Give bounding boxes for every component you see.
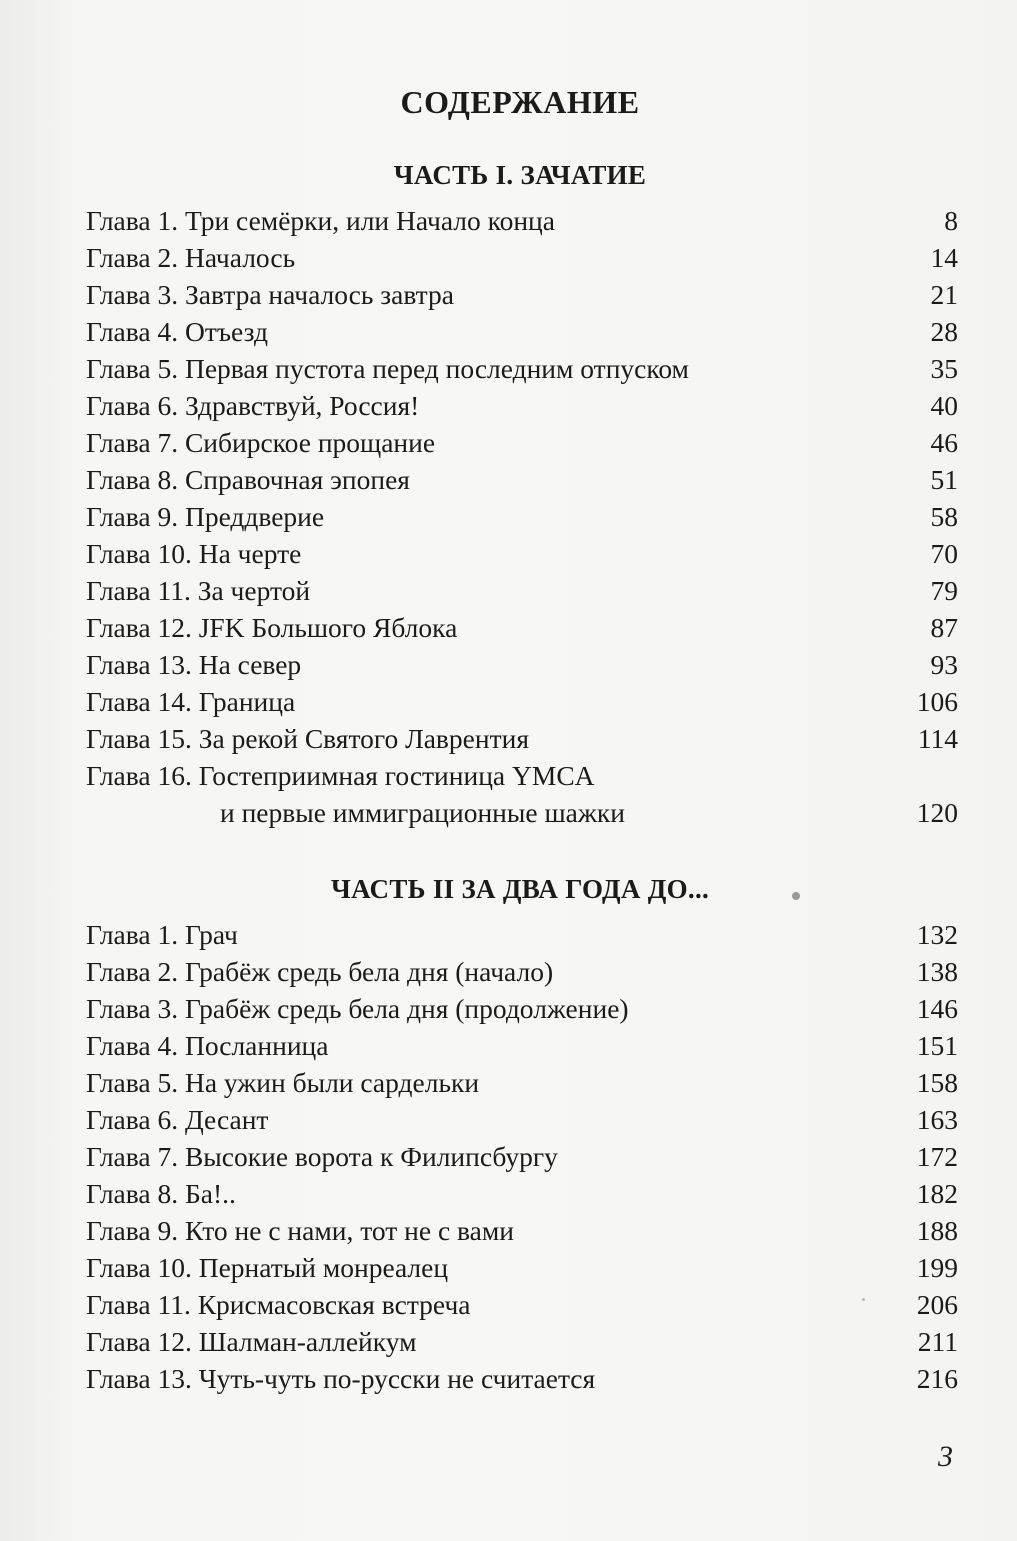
toc-entry [86,1360,958,1397]
chapter-title: Глава 4. Отъезд [86,316,268,347]
chapter-page: 146 [916,993,958,1024]
part-1-chapter-list [86,202,958,831]
toc-entry [86,757,958,831]
toc-entry [86,202,958,239]
chapter-title: Глава 14. Граница [86,686,296,717]
part-2-title: ЧАСТЬ II ЗА ДВА ГОДА ДО... [330,874,710,904]
chapter-page: 70 [930,538,958,569]
chapter-title: Глава 7. Высокие ворота к Филипсбургу [86,1141,558,1172]
chapter-page: 114 [917,723,958,754]
chapter-page: 163 [916,1104,958,1135]
toc-entry [86,1101,958,1138]
toc-entry [86,953,958,990]
chapter-title: Глава 4. Посланница [86,1030,329,1061]
chapter-page: 199 [916,1252,958,1283]
toc-entry [86,1175,958,1212]
toc-entry [86,276,958,313]
chapter-page: 172 [916,1141,958,1172]
toc-entry [86,1027,958,1064]
toc-entry [86,313,958,350]
chapter-title: Глава 8. Ба!.. [86,1178,236,1209]
chapter-page: 28 [930,316,958,347]
chapter-page: 87 [930,612,958,643]
chapter-page: 93 [930,649,958,680]
toc-entry [86,387,958,424]
chapter-title: Глава 15. За рекой Святого Лаврентия [86,723,529,754]
chapter-title: Глава 9. Кто не с нами, тот не с вами [86,1215,514,1246]
chapter-title: Глава 10. На черте [86,538,302,569]
toc-entry [86,350,958,387]
page-number: 3 [938,1440,953,1473]
chapter-title: Глава 9. Преддверие [86,501,325,532]
chapter-title-continuation: и первые иммиграционные шажки [220,797,625,828]
chapter-title: Глава 13. На север [86,649,302,680]
toc-entry [86,646,958,683]
chapter-title: Глава 5. Первая пустота перед последним отпуском [86,353,689,384]
chapter-title: Глава 7. Сибирское прощание [86,427,436,458]
toc-entry [86,572,958,609]
toc-entry [86,609,958,646]
toc-entry [86,683,958,720]
chapter-page: 120 [916,797,958,828]
chapter-title: Глава 16. Гостеприимная гостиница YMCA [86,760,595,791]
toc-entry [86,1064,958,1101]
toc-entry [86,1249,958,1286]
chapter-page: 40 [930,390,958,421]
chapter-page: 46 [930,427,958,458]
chapter-page: 35 [930,353,958,384]
chapter-title: Глава 6. Здравствуй, Россия! [86,390,420,421]
chapter-page: 106 [916,686,958,717]
chapter-page: 79 [930,575,958,606]
toc-entry [86,1212,958,1249]
toc-entry [86,990,958,1027]
chapter-title: Глава 8. Справочная эпопея [86,464,410,495]
chapter-page: 58 [930,501,958,532]
toc-entry [86,239,958,276]
chapter-page: 132 [916,919,958,950]
toc-entry [86,535,958,572]
chapter-page: 158 [916,1067,958,1098]
page-title: СОДЕРЖАНИЕ [400,84,640,120]
part-2-chapter-list [86,916,958,1397]
toc-entry [86,1138,958,1175]
chapter-page: 138 [916,956,958,987]
chapter-page: 206 [916,1289,958,1320]
toc-entry [86,1286,958,1323]
chapter-page: 51 [930,464,958,495]
chapter-page: 21 [930,279,958,310]
chapter-title: Глава 1. Грач [86,919,238,950]
toc-entry [86,720,958,757]
chapter-title: Глава 12. JFK Большого Яблока [86,612,458,643]
chapter-page: 8 [944,205,958,236]
toc-entry [86,498,958,535]
chapter-title: Глава 3. Грабёж средь бела дня (продолжение) [86,993,629,1024]
chapter-page: 14 [930,242,958,273]
chapter-page: 151 [916,1030,958,1061]
part-1-title: ЧАСТЬ I. ЗАЧАТИЕ [393,160,647,190]
print-speck [792,892,800,900]
chapter-title: Глава 12. Шалман-аллейкум [86,1326,417,1357]
chapter-title: Глава 2. Грабёж средь бела дня (начало) [86,956,554,987]
chapter-title: Глава 11. За чертой [86,575,311,606]
chapter-title: Глава 5. На ужин были сардельки [86,1067,480,1098]
chapter-title: Глава 2. Началось [86,242,296,273]
print-speck [862,1298,865,1301]
chapter-page: 216 [916,1363,958,1394]
chapter-title: Глава 11. Крисмасовская встреча [86,1289,471,1320]
toc-entry [86,461,958,498]
chapter-page: 188 [916,1215,958,1246]
chapter-title: Глава 6. Десант [86,1104,269,1135]
chapter-page: 182 [916,1178,958,1209]
chapter-title: Глава 3. Завтра началось завтра [86,279,454,310]
toc-entry [86,1323,958,1360]
toc-entry [86,424,958,461]
chapter-title: Глава 13. Чуть-чуть по-русски не считается [86,1363,596,1394]
toc-entry [86,916,958,953]
chapter-page: 211 [917,1326,958,1357]
chapter-title: Глава 10. Пернатый монреалец [86,1252,449,1283]
chapter-title: Глава 1. Три семёрки, или Начало конца [86,205,555,236]
